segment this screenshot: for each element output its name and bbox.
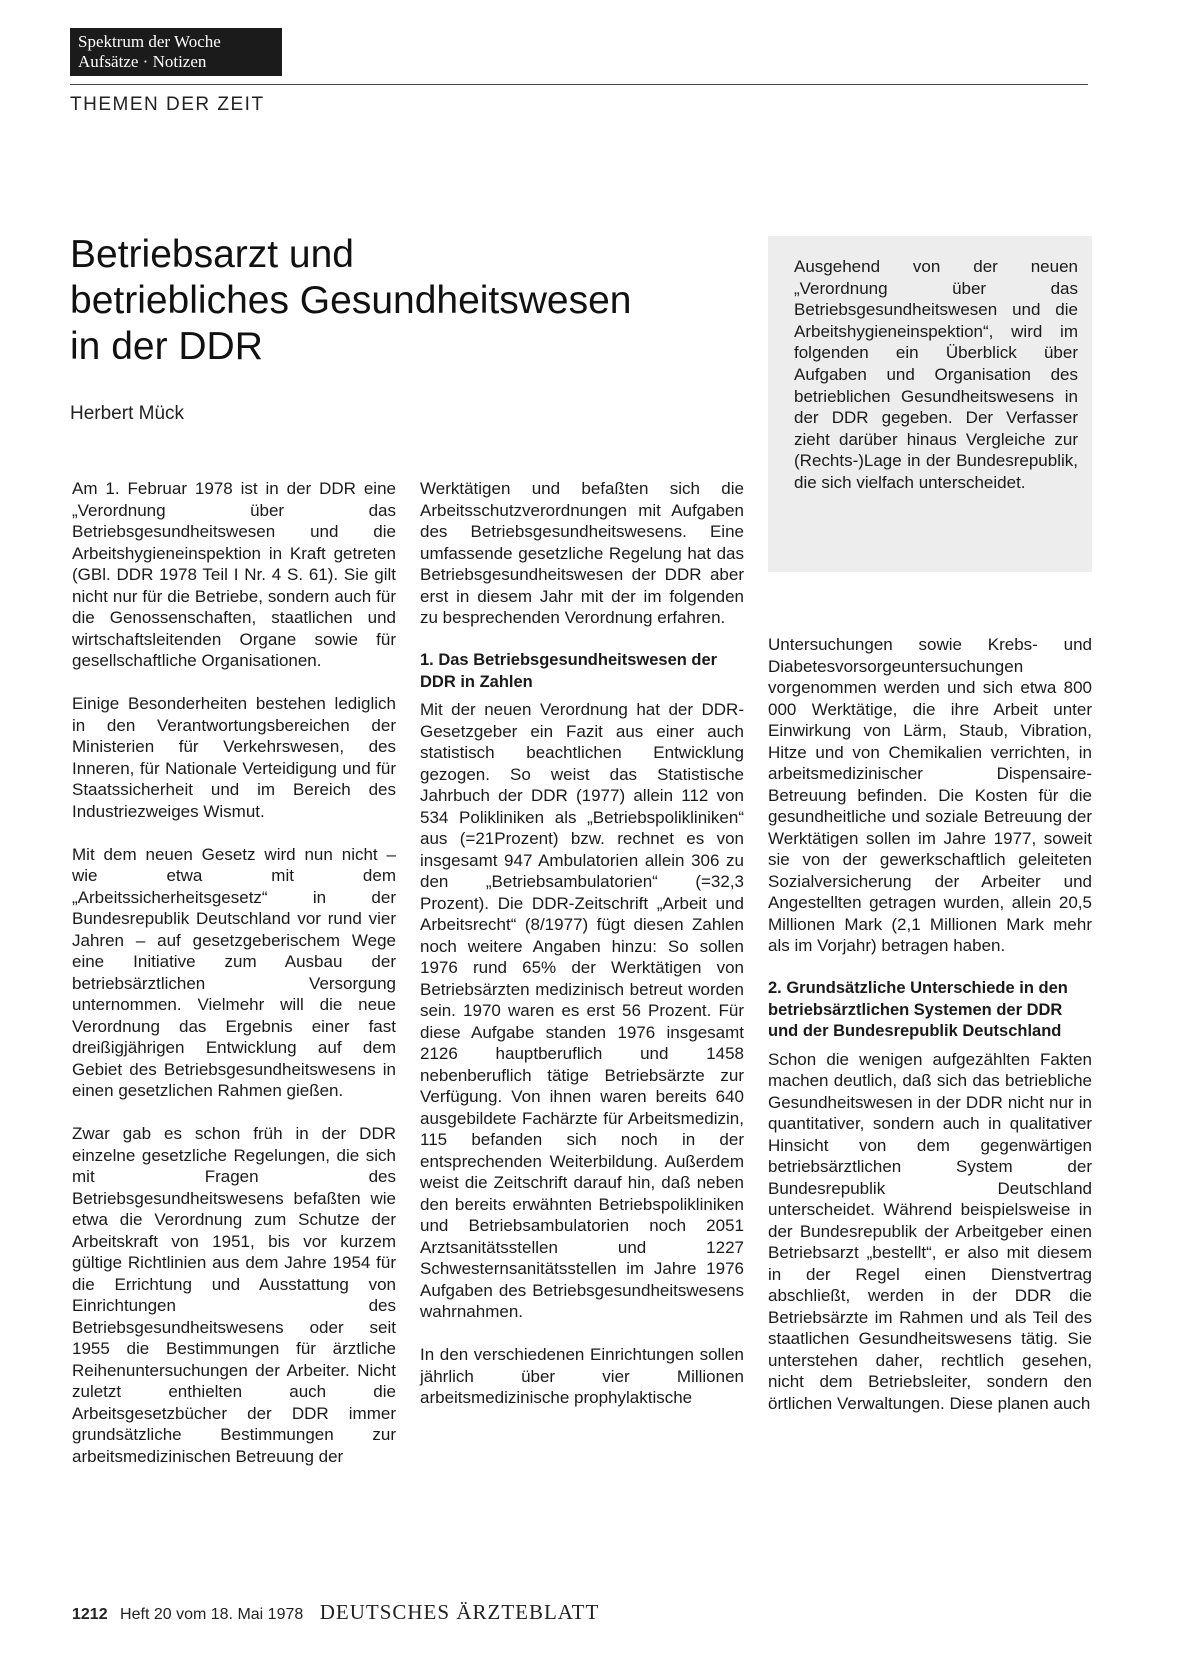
column-2 (420, 478, 744, 1430)
section-label: THEMEN DER ZEIT (70, 94, 265, 115)
header-rule (70, 84, 1088, 85)
article-title (70, 232, 710, 370)
issue-info: Heft 20 vom 18. Mai 1978 (120, 1606, 304, 1623)
title-line-1: Betriebsarzt und (70, 233, 354, 276)
section-heading-1: 1. Das Betriebsgesundheitswesen der DDR in Zahlen (420, 651, 718, 691)
paragraph: Werktätigen und befaßten sich die Arbeitsschutzverordnungen mit Aufgaben des Betriebsgesundheitswesens. Eine umfassende gesetzliche Regelung hat das Betriebsgesundheitswesen der DDR aber erst in diesem Jahr mit der im folgenden zu besprechenden Verordnung erfahren. (420, 479, 744, 627)
column-1 (72, 478, 396, 1489)
magazine-name: DEUTSCHES ÄRZTEBLATT (319, 1600, 600, 1624)
paragraph: Am 1. Februar 1978 ist in der DDR eine „Verordnung über das Betriebsgesundheitswesen und die Arbeitshygieneinspektion in Kraft getreten (GBl. DDR 1978 Teil I Nr. 4 S. 61). Sie gilt nicht nur für die Betriebe, sondern auch für die Genossenschaften, staatlichen und wirtschaftsleitenden Organe sowie für gesellschaftliche Organisationen. (72, 479, 396, 670)
page-number: 1212 (72, 1606, 108, 1623)
paragraph: Einige Besonderheiten bestehen lediglich in den Verantwortungsbereichen der Ministerien für Verkehrswesen, des Inneren, für Nationale Verteidigung und für Staatssicherheit und im Bereich des Industriezweiges Wismut. (72, 694, 396, 821)
page-footer (72, 1600, 599, 1625)
paragraph: In den verschiedenen Einrichtungen sollen jährlich über vier Millionen arbeitsmedizinische prophylaktische (420, 1345, 744, 1407)
column-3 (768, 634, 1092, 1436)
abstract-box (768, 236, 1092, 572)
paragraph: Mit dem neuen Gesetz wird nun nicht – wie etwa mit dem „Arbeitssicherheitsgesetz“ in der Bundesrepublik Deutschland vor rund vier Jahren – auf gesetzgeberischem Wege eine Initiative zum Ausbau der betriebsärztlichen Versorgung unternommen. Vielmehr will die neue Verordnung das Ergebnis einer fast dreißigjährigen Entwicklung auf dem Gebiet des Betriebsgesundheitswesens in einen gesetzlichen Rahmen gießen. (72, 844, 396, 1100)
section-heading-2: 2. Grundsätzliche Unterschiede in den betriebsärztlichen Systemen der DDR und der Bundesrepublik Deutschland (768, 979, 1068, 1040)
abstract-text: Ausgehend von der neuen „Verordnung über das Betriebsgesundheitswesen und die Arbeitshygieneinspektion“, wird im folgenden ein Überblick über Aufgaben und Organisation des betrieblichen Gesundheitswesens in der DDR gegeben. Der Verfasser zieht darüber hinaus Vergleiche zur (Rechts-)Lage in der Bundesrepublik, die sich vielfach unterscheidet. (794, 257, 1078, 492)
badge-line-1: Spektrum der Woche (78, 32, 221, 51)
badge-line-2: Aufsätze · Notizen (78, 52, 207, 71)
title-line-2: betriebliches Gesundheitswesen (70, 279, 632, 322)
title-line-3: in der DDR (70, 325, 263, 368)
paragraph: Untersuchungen sowie Krebs- und Diabetesvorsorgeuntersuchungen vorgenommen werden und sich etwa 800 000 Werktätige, die ihre Arbeit unter Einwirkung von Lärm, Staub, Vibration, Hitze und von Chemikalien verrichten, in arbeitsmedizinischer Dispensaire-Betreuung befinden. Die Kosten für die gesundheitliche und soziale Betreuung der Werktätigen sollen im Jahre 1977, soweit sie von der gewerkschaftlich geleiteten Sozialversicherung der Arbeiter und Angestellten getragen wurden, allein 20,5 Millionen Mark (2,1 Millionen Mark mehr als im Vorjahr) betragen haben. (768, 635, 1092, 955)
paragraph: Zwar gab es schon früh in der DDR einzelne gesetzliche Regelungen, die sich mit Fragen des Betriebsgesundheitswesens befaßten wie etwa die Verordnung zum Schutze der Arbeitskraft von 1951, bis vor kurzem gültige Richtlinien aus dem Jahre 1954 für die Errichtung und Ausstattung von Einrichtungen des Betriebsgesundheitswesens oder seit 1955 die Bestimmungen für ärztliche Reihenuntersuchungen der Arbeiter. Nicht zuletzt enthielten auch die Arbeitsgesetzbücher der DDR immer grundsätzliche Bestimmungen zur arbeitsmedizinischen Betreuung der (72, 1124, 396, 1466)
paragraph: Schon die wenigen aufgezählten Fakten machen deutlich, daß sich das betriebliche Gesundheitswesen in der DDR nicht nur in quantitativer, sondern auch in qualitativer Hinsicht von dem gegenwärtigen betriebsärztlichen System der Bundesrepublik Deutschland unterscheidet. Während beispielsweise in der Bundesrepublik der Arbeitgeber einen Betriebsarzt „bestellt“, er also mit diesem in der Regel einen Dienstvertrag abschließt, werden in der DDR die Betriebsärzte im Rahmen und als Teil des staatlichen Gesundheitswesens tätig. Sie unterstehen daher, rechtlich gesehen, nicht dem Betriebsleiter, sondern den örtlichen Verwaltungen. Diese planen auch (768, 1049, 1092, 1413)
author-name: Herbert Mück (70, 403, 185, 424)
section-badge (70, 28, 282, 76)
paragraph: Mit der neuen Verordnung hat der DDR-Gesetzgeber ein Fazit aus einer auch statistisch beachtlichen Entwicklung gezogen. So weist das Statistische Jahrbuch der DDR (1977) allein 112 von 534 Polikliniken als „Betriebspolikliniken“ aus (=21Prozent) bzw. rechnet es von insgesamt 947 Ambulatorien allein 306 zu den „Betriebsambulatorien“ (=32,3 Prozent). Die DDR-Zeitschrift „Arbeit und Arbeitsrecht“ (8/1977) fügt diesen Zahlen noch weitere Angaben hinzu: So sollen 1976 rund 65% der Werktätigen von Betriebsärzten medizinisch betreut worden sein. 1970 waren es erst 56 Prozent. Für diese Aufgabe standen 1976 insgesamt 2126 hauptberuflich und 1458 nebenberuflich tätige Betriebsärzte zur Verfügung. Von ihnen waren bereits 640 ausgebildete Fachärzte für Arbeitsmedizin, 115 befanden sich noch in der entsprechenden Weiterbildung. Außerdem weist die Zeitschrift darauf hin, daß neben den bereits erwähnten Betriebspolikliniken und Betriebsambulatorien noch 2051 Arztsanitätsstellen und 1227 Schwesternsanitätsstellen im Jahre 1976 Aufgaben des Betriebsgesundheitswesens wahrnahmen. (420, 700, 744, 1321)
